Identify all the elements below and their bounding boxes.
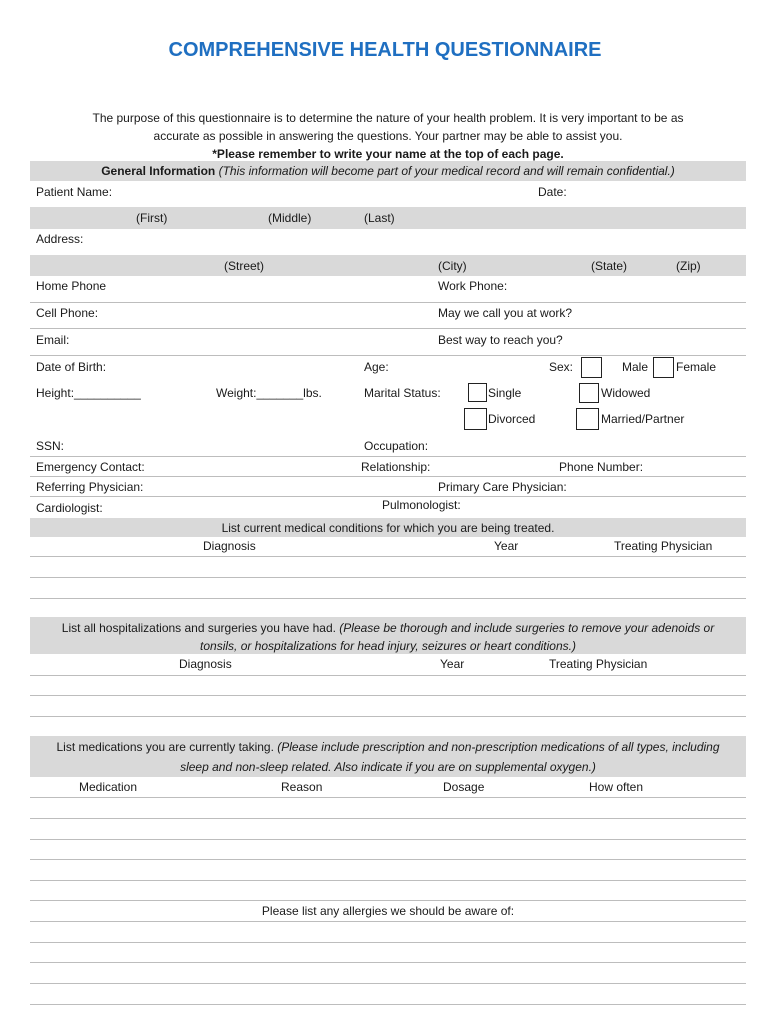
marital-married-checkbox[interactable]: [576, 408, 599, 430]
entry-line: [30, 818, 746, 819]
address-subfields-bar: [30, 255, 746, 276]
row-divider: [30, 456, 746, 457]
marital-divorced-checkbox[interactable]: [464, 408, 487, 430]
work-phone-label: Work Phone:: [438, 279, 508, 293]
row-divider: [30, 476, 746, 477]
conditions-col-diagnosis: Diagnosis: [203, 539, 256, 553]
sex-label: Sex:: [549, 360, 574, 374]
phone-number-label: Phone Number:: [559, 460, 644, 474]
referring-physician-label: Referring Physician:: [36, 480, 144, 494]
medications-heading-2: [30, 761, 746, 773]
medications-heading-italic-1: (Please include prescription and non-prescription medications of all types, including: [277, 740, 720, 754]
entry-line: [30, 839, 746, 840]
entry-line: [30, 695, 746, 696]
medications-heading-1: [30, 741, 746, 753]
hospitalizations-heading-1: [30, 622, 746, 634]
height-label: Height:__________: [36, 386, 141, 400]
general-info-header: [30, 165, 746, 177]
entry-line: [30, 556, 746, 557]
cardiologist-label: Cardiologist:: [36, 501, 103, 515]
entry-line: [30, 598, 746, 599]
entry-line: [30, 900, 746, 901]
marital-single-checkbox[interactable]: [468, 383, 487, 402]
entry-line: [30, 859, 746, 860]
pulmonologist-label: Pulmonologist:: [382, 498, 461, 512]
general-info-note: (This information will become part of your medical record and will remain confidential.): [218, 164, 675, 178]
allergies-prompt: Please list any allergies we should be aware of:: [261, 904, 515, 918]
age-label: Age:: [364, 360, 389, 374]
entry-line: [30, 716, 746, 717]
hospitalizations-heading-2: [30, 640, 746, 652]
dob-label: Date of Birth:: [36, 360, 107, 374]
medications-col-medication: Medication: [79, 780, 138, 794]
single-label: Single: [488, 386, 522, 400]
call-at-work-label: May we call you at work?: [438, 306, 573, 320]
relationship-label: Relationship:: [361, 460, 431, 474]
sex-male-checkbox[interactable]: [581, 357, 602, 378]
conditions-col-physician: Treating Physician: [614, 539, 713, 553]
marital-status-label: Marital Status:: [364, 386, 441, 400]
patient-name-label: Patient Name:: [36, 185, 113, 199]
medications-heading-italic-2: sleep and non-sleep related. Also indicate if you are on supplemental oxygen.): [180, 760, 596, 774]
date-label: Date:: [538, 185, 567, 199]
conditions-col-year: Year: [494, 539, 519, 553]
medications-col-reason: Reason: [281, 780, 323, 794]
intro-reminder: *Please remember to write your name at the top of each page.: [212, 147, 564, 161]
hospitalizations-col-diagnosis: Diagnosis: [179, 657, 232, 671]
marital-widowed-checkbox[interactable]: [579, 383, 599, 403]
hospitalizations-col-physician: Treating Physician: [549, 657, 648, 671]
entry-line: [30, 921, 746, 922]
sex-female-checkbox[interactable]: [653, 357, 674, 378]
page-title: COMPREHENSIVE HEALTH QUESTIONNAIRE: [168, 39, 602, 61]
row-divider: [30, 328, 746, 329]
female-label: Female: [676, 360, 717, 374]
hospitalizations-heading-italic-2: tonsils, or hospitalizations for head injury, seizures or heart conditions.): [200, 639, 576, 653]
entry-line: [30, 675, 746, 676]
middle-name-hint: (Middle): [268, 211, 312, 225]
entry-line: [30, 983, 746, 984]
conditions-heading: List current medical conditions for which you are being treated.: [221, 521, 555, 535]
hospitalizations-col-year: Year: [440, 657, 465, 671]
divorced-label: Divorced: [488, 412, 536, 426]
intro-line-2: accurate as possible in answering the questions. Your partner may be able to assist you.: [153, 129, 623, 143]
street-hint: (Street): [224, 259, 265, 273]
cell-phone-label: Cell Phone:: [36, 306, 99, 320]
male-label: Male: [622, 360, 649, 374]
ssn-label: SSN:: [36, 439, 65, 453]
medications-col-how-often: How often: [589, 780, 644, 794]
best-way-label: Best way to reach you?: [438, 333, 563, 347]
email-label: Email:: [36, 333, 70, 347]
row-divider: [30, 355, 746, 356]
emergency-contact-label: Emergency Contact:: [36, 460, 145, 474]
entry-line: [30, 577, 746, 578]
hospitalizations-heading-plain: List all hospitalizations and surgeries you have had.: [61, 621, 336, 635]
entry-line: [30, 880, 746, 881]
last-name-hint: (Last): [364, 211, 395, 225]
address-label: Address:: [36, 232, 84, 246]
city-hint: (City): [438, 259, 467, 273]
weight-label: Weight:_______lbs.: [216, 386, 322, 400]
medications-col-dosage: Dosage: [443, 780, 485, 794]
entry-line: [30, 962, 746, 963]
intro-line-1: The purpose of this questionnaire is to determine the nature of your health problem. It is very important to be as: [92, 111, 684, 125]
entry-line: [30, 1004, 746, 1005]
hospitalizations-heading-italic-1: (Please be thorough and include surgeries to remove your adenoids or: [339, 621, 715, 635]
married-label: Married/Partner: [601, 412, 685, 426]
state-hint: (State): [591, 259, 628, 273]
primary-care-label: Primary Care Physician:: [438, 480, 567, 494]
first-name-hint: (First): [136, 211, 168, 225]
widowed-label: Widowed: [601, 386, 651, 400]
medications-heading-plain: List medications you are currently taking.: [56, 740, 274, 754]
entry-line: [30, 797, 746, 798]
zip-hint: (Zip): [676, 259, 701, 273]
occupation-label: Occupation:: [364, 439, 429, 453]
general-info-heading: General Information: [101, 164, 216, 178]
home-phone-label: Home Phone: [36, 279, 107, 293]
row-divider: [30, 496, 746, 497]
entry-line: [30, 942, 746, 943]
row-divider: [30, 302, 746, 303]
